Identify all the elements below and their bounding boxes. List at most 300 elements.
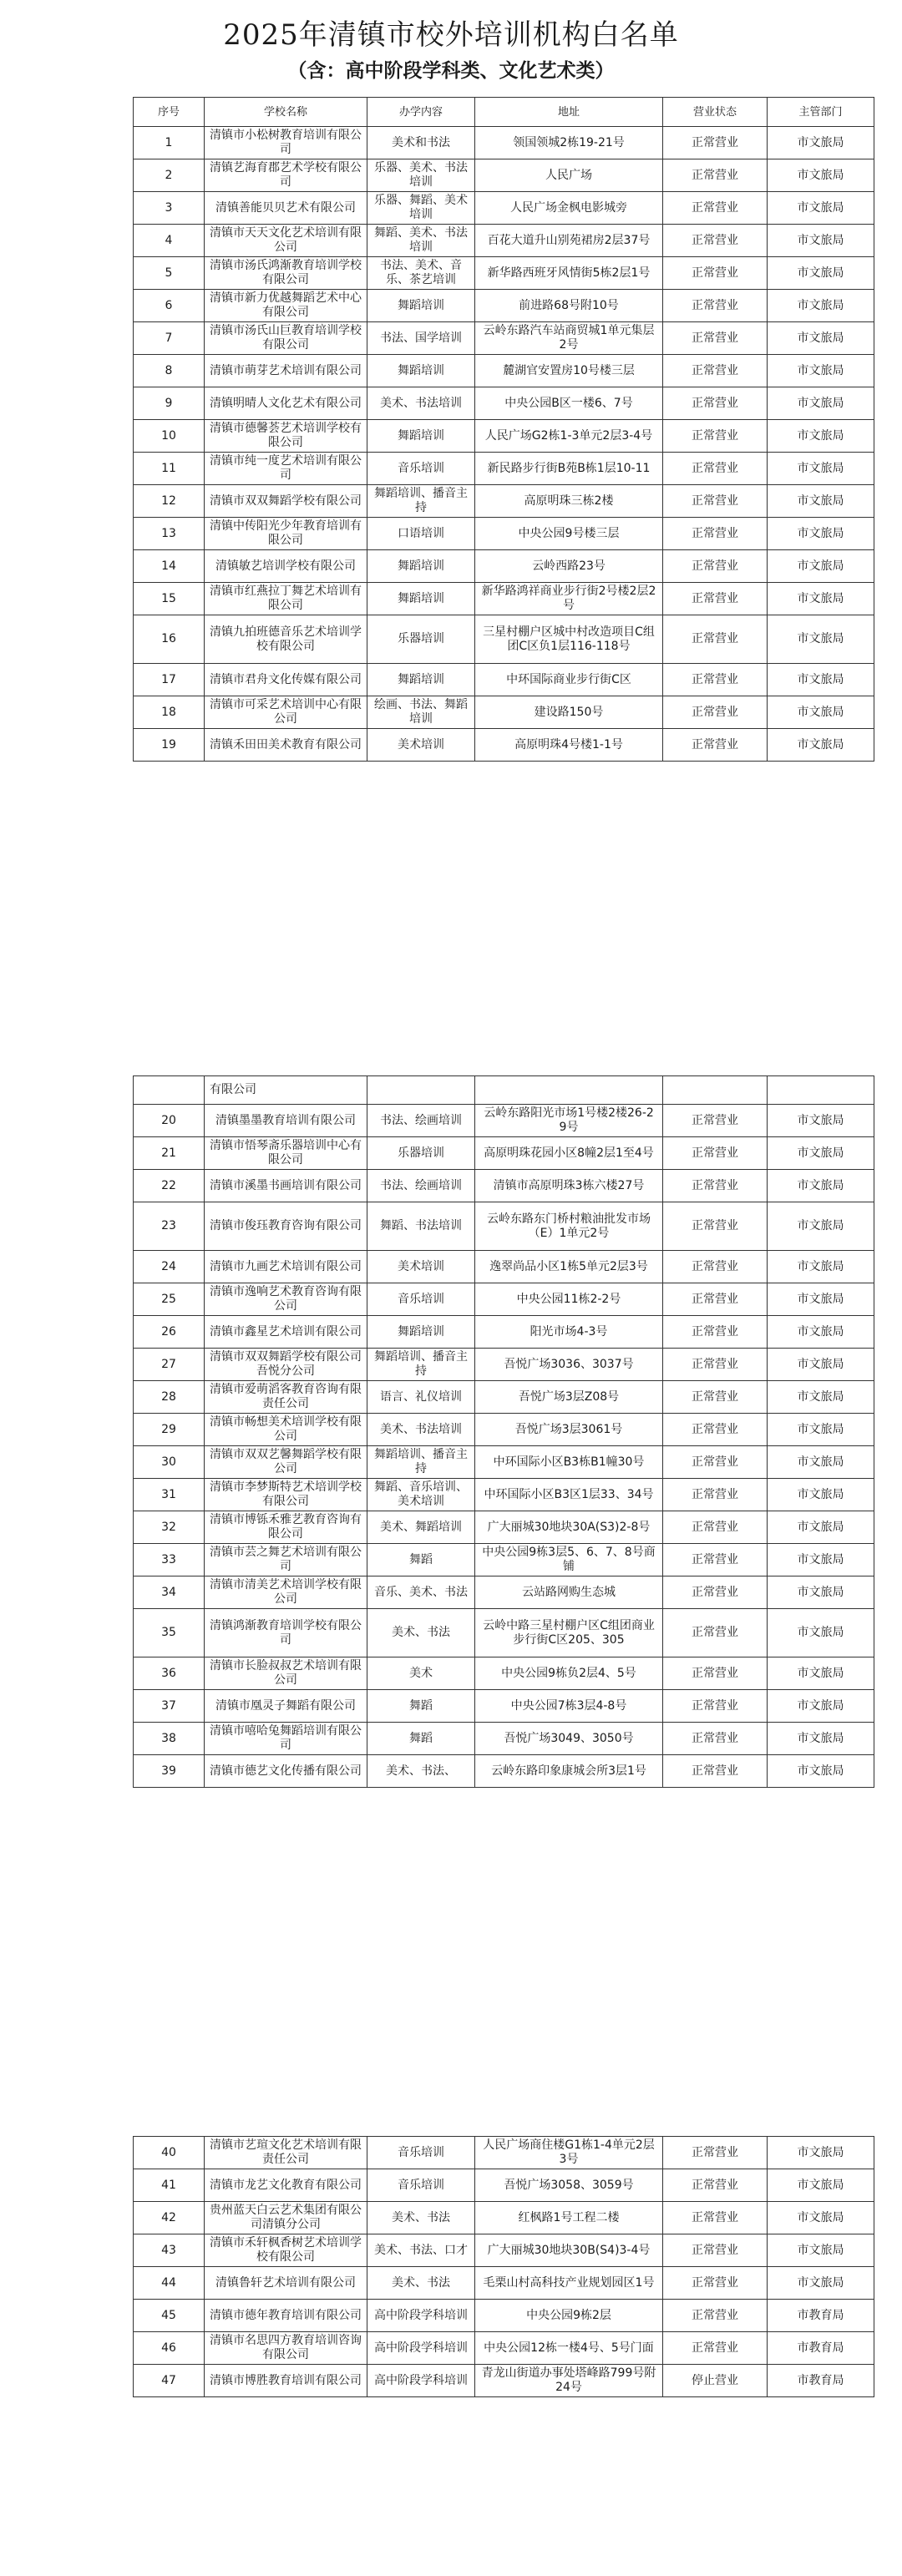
cell-school-name: 清镇市芸之舞艺术培训有限公司 [205,1544,367,1576]
cell-address: 吾悦广场3058、3059号 [475,2169,663,2202]
cell-department: 市文旅局 [768,1349,874,1381]
whitelist-table-part-3 [133,2136,874,2397]
cell-index: 12 [134,485,205,518]
cell-content: 美术和书法 [367,127,475,159]
cell-department: 市教育局 [768,2365,874,2397]
cell-index: 33 [134,1544,205,1576]
cell-school-name: 清镇市艺瑄文化艺术培训有限责任公司 [205,2137,367,2169]
cell-index: 30 [134,1446,205,1479]
cell-department: 市文旅局 [768,1755,874,1788]
cell-status: 正常营业 [663,550,768,583]
cell-status: 正常营业 [663,485,768,518]
table-row [134,2234,874,2267]
cell-status: 正常营业 [663,355,768,387]
cell-department: 市文旅局 [768,615,874,664]
table-row [134,387,874,420]
cell-department: 市文旅局 [768,127,874,159]
table-row [134,420,874,453]
cell-status: 正常营业 [663,1170,768,1202]
cell-department: 市文旅局 [768,1511,874,1544]
cell-index: 24 [134,1251,205,1283]
cell-index: 46 [134,2332,205,2365]
cell-index: 40 [134,2137,205,2169]
header-address: 地址 [475,98,663,127]
cell-department: 市文旅局 [768,696,874,729]
cell-index: 11 [134,453,205,485]
cell-address: 云岭东路印象康城会所3层1号 [475,1755,663,1788]
cell-index: 8 [134,355,205,387]
cell-index: 13 [134,518,205,550]
cell-department: 市文旅局 [768,583,874,615]
cell-status: 正常营业 [663,1690,768,1723]
cell-school-name: 清镇市溪墨书画培训有限公司 [205,1170,367,1202]
cell-content: 乐器、舞蹈、美术培训 [367,192,475,225]
cell-school-name: 清镇鸿渐教育培训学校有限公司 [205,1609,367,1657]
cell-address: 青龙山街道办事处塔峰路799号附24号 [475,2365,663,2397]
cell-department: 市文旅局 [768,664,874,696]
cell-school-name: 清镇市汤氏山巨教育培训学校有限公司 [205,322,367,355]
table-header-row [134,98,874,127]
table-row [134,1609,874,1657]
cell-school-name: 清镇市德馨荟艺术培训学校有限公司 [205,420,367,453]
cell-content: 语言、礼仪培训 [367,1381,475,1414]
cell-department: 市文旅局 [768,159,874,192]
cell-index: 18 [134,696,205,729]
cell-address: 麓湖官安置房10号楼三层 [475,355,663,387]
cell-index: 41 [134,2169,205,2202]
cell-address: 高原明珠4号楼1-1号 [475,729,663,762]
cell-department: 市文旅局 [768,518,874,550]
cell-index: 20 [134,1105,205,1137]
cell-status: 正常营业 [663,127,768,159]
cell-status: 正常营业 [663,1251,768,1283]
cell-content: 舞蹈培训 [367,583,475,615]
page-subtitle: （含：高中阶段学科类、文化艺术类） [287,60,615,82]
cell-address: 新华路西班牙风情街5栋2层1号 [475,257,663,290]
cell-index: 26 [134,1316,205,1349]
table-row [134,1657,874,1690]
cell-index: 22 [134,1170,205,1202]
cell-school-name: 清镇市嘻哈兔舞蹈培训有限公司 [205,1723,367,1755]
cell-status: 正常营业 [663,1723,768,1755]
cell-address: 人民广场 [475,159,663,192]
whitelist-table-part-2 [133,1075,874,1788]
table-row [134,1576,874,1609]
cell-index: 16 [134,615,205,664]
cell-status: 正常营业 [663,664,768,696]
cell-address: 百花大道升山别苑裙房2层37号 [475,225,663,257]
header-content: 办学内容 [367,98,475,127]
cell-school-name: 清镇艺海育郡艺术学校有限公司 [205,159,367,192]
cell-status: 正常营业 [663,290,768,322]
cell-content: 美术、书法、口才 [367,2234,475,2267]
cell-status: 正常营业 [663,1755,768,1788]
cell-school-name: 清镇市天天文化艺术培训有限公司 [205,225,367,257]
cell-status: 正常营业 [663,159,768,192]
table-row [134,1349,874,1381]
cell-status: 正常营业 [663,1576,768,1609]
cell-department: 市文旅局 [768,322,874,355]
cell-school-name: 清镇市名思四方教育培训咨询有限公司 [205,2332,367,2365]
table-row [134,290,874,322]
table-row [134,2300,874,2332]
table-row [134,518,874,550]
cell-index: 29 [134,1414,205,1446]
header-department: 主管部门 [768,98,874,127]
table-row [134,1381,874,1414]
cell-content: 美术、书法培训 [367,387,475,420]
table-row [134,485,874,518]
cell-school-name: 清镇市鑫星艺术培训有限公司 [205,1316,367,1349]
table-row [134,159,874,192]
cell-name-continuation: 有限公司 [205,1076,367,1105]
cell-department: 市教育局 [768,2332,874,2365]
cell-index: 14 [134,550,205,583]
cell-index: 19 [134,729,205,762]
cell-address: 广大丽城30地块30B(S4)3-4号 [475,2234,663,2267]
cell-content: 乐器培训 [367,1137,475,1170]
cell-index: 47 [134,2365,205,2397]
cell-school-name: 清镇中传阳光少年教育培训有限公司 [205,518,367,550]
cell-content: 舞蹈、音乐培训、美术培训 [367,1479,475,1511]
cell-content: 美术 [367,1657,475,1690]
table-row [134,1316,874,1349]
cell-address: 中央公园9栋负2层4、5号 [475,1657,663,1690]
cell-school-name: 清镇市清美艺术培训学校有限公司 [205,1576,367,1609]
cell-status: 正常营业 [663,696,768,729]
table-row [134,1105,874,1137]
cell-index: 34 [134,1576,205,1609]
cell-address: 建设路150号 [475,696,663,729]
table-row [134,1544,874,1576]
cell-index: 31 [134,1479,205,1511]
cell-address: 人民广场金枫电影城旁 [475,192,663,225]
cell-address: 吾悦广场3036、3037号 [475,1349,663,1381]
cell-school-name: 贵州蓝天白云艺术集团有限公司清镇分公司 [205,2202,367,2234]
cell-status: 正常营业 [663,1609,768,1657]
table-row [134,355,874,387]
cell-address: 云岭东路汽车站商贸城1单元集层2号 [475,322,663,355]
table-row [134,1755,874,1788]
cell-index: 17 [134,664,205,696]
cell-department: 市文旅局 [768,1316,874,1349]
cell-status: 正常营业 [663,1479,768,1511]
cell-department: 市文旅局 [768,1690,874,1723]
cell-status: 正常营业 [663,1283,768,1316]
cell-address: 新民路步行街B苑B栋1层10-11 [475,453,663,485]
cell-school-name: 清镇墨墨教育培训有限公司 [205,1105,367,1137]
cell-school-name: 清镇市畅想美术培训学校有限公司 [205,1414,367,1446]
cell-address: 广大丽城30地块30A(S3)2-8号 [475,1511,663,1544]
cell-status: 正常营业 [663,2234,768,2267]
cell-status: 正常营业 [663,453,768,485]
table-row [134,2202,874,2234]
cell-department: 市文旅局 [768,1657,874,1690]
cell-index: 25 [134,1283,205,1316]
table-row [134,1137,874,1170]
cell-address: 中央公园9栋2层 [475,2300,663,2332]
cell-department: 市文旅局 [768,225,874,257]
cell-index: 36 [134,1657,205,1690]
cell-address: 人民广场商住楼G1栋1-4单元2层3号 [475,2137,663,2169]
cell-department: 市文旅局 [768,420,874,453]
cell-status: 正常营业 [663,1414,768,1446]
cell-address: 领国领城2栋19-21号 [475,127,663,159]
table-row [134,1202,874,1251]
cell-status: 正常营业 [663,2169,768,2202]
cell-department: 市文旅局 [768,2234,874,2267]
table-row [134,615,874,664]
table-row-continuation [134,1076,874,1105]
cell-school-name: 清镇市逸响艺术教育咨询有限公司 [205,1283,367,1316]
cell-address: 中央公园12栋一楼4号、5号门面 [475,2332,663,2365]
table-row [134,322,874,355]
table-row [134,1251,874,1283]
table-row [134,2169,874,2202]
cell-content: 绘画、书法、舞蹈培训 [367,696,475,729]
cell-index: 23 [134,1202,205,1251]
cell-content: 音乐培训 [367,453,475,485]
cell-address: 云岭西路23号 [475,550,663,583]
cell-address: 中央公园7栋3层4-8号 [475,1690,663,1723]
cell-address: 吾悦广场3049、3050号 [475,1723,663,1755]
table-row [134,1170,874,1202]
cell-address: 云岭东路阳光市场1号楼2楼26-29号 [475,1105,663,1137]
cell-school-name: 清镇禾田田美术教育有限公司 [205,729,367,762]
cell-content: 舞蹈培训、播音主持 [367,485,475,518]
cell-address: 前进路68号附10号 [475,290,663,322]
cell-index: 35 [134,1609,205,1657]
cell-school-name: 清镇市新力优越舞蹈艺术中心有限公司 [205,290,367,322]
cell-school-name: 清镇市双双舞蹈学校有限公司 [205,485,367,518]
cell-school-name: 清镇市博铄禾雅艺教育咨询有限公司 [205,1511,367,1544]
cell-content: 高中阶段学科培训 [367,2300,475,2332]
cell-status: 正常营业 [663,2332,768,2365]
cell-department: 市文旅局 [768,1251,874,1283]
cell-index: 4 [134,225,205,257]
table-row [134,225,874,257]
cell-department: 市文旅局 [768,355,874,387]
cell-school-name: 清镇善能贝贝艺术有限公司 [205,192,367,225]
cell-content: 乐器培训 [367,615,475,664]
cell-status: 正常营业 [663,387,768,420]
cell-content: 音乐、美术、书法 [367,1576,475,1609]
cell-school-name: 清镇市双双艺馨舞蹈学校有限公司 [205,1446,367,1479]
cell-status: 正常营业 [663,1511,768,1544]
cell-school-name: 清镇市双双舞蹈学校有限公司吾悦分公司 [205,1349,367,1381]
cell-address: 中环国际商业步行街C区 [475,664,663,696]
table-row [134,257,874,290]
cell-department: 市文旅局 [768,2137,874,2169]
cell-status: 正常营业 [663,2137,768,2169]
cell-department: 市文旅局 [768,1381,874,1414]
cell-address: 阳光市场4-3号 [475,1316,663,1349]
cell-school-name: 清镇市凰灵子舞蹈有限公司 [205,1690,367,1723]
cell-department: 市文旅局 [768,387,874,420]
cell-index: 15 [134,583,205,615]
cell-address: 中央公园B区一楼6、7号 [475,387,663,420]
cell-address: 红枫路1号工程二楼 [475,2202,663,2234]
cell-status: 正常营业 [663,322,768,355]
cell-content: 美术、书法、 [367,1755,475,1788]
cell-department: 市文旅局 [768,550,874,583]
table-row [134,192,874,225]
cell-school-name: 清镇市纯一度艺术培训有限公司 [205,453,367,485]
table-row [134,127,874,159]
cell-department: 市文旅局 [768,2169,874,2202]
cell-school-name: 清镇市禾轩枫香树艺术培训学校有限公司 [205,2234,367,2267]
cell-address: 中环国际小区B3栋B1幢30号 [475,1446,663,1479]
cell-school-name: 清镇市汤氏鸿渐教育培训学校有限公司 [205,257,367,290]
cell-content: 口语培训 [367,518,475,550]
cell-address: 吾悦广场3层3061号 [475,1414,663,1446]
cell-department: 市文旅局 [768,1544,874,1576]
cell-address: 云岭中路三星村棚户区C组团商业步行街C区205、305 [475,1609,663,1657]
cell-school-name: 清镇市博胜教育培训有限公司 [205,2365,367,2397]
cell-school-name: 清镇市悟琴斋乐器培训中心有限公司 [205,1137,367,1170]
cell-index: 6 [134,290,205,322]
cell-content: 舞蹈培训 [367,664,475,696]
cell-content: 高中阶段学科培训 [367,2332,475,2365]
cell-address: 三星村棚户区城中村改造项目C组团C区负1层116-118号 [475,615,663,664]
cell-department: 市文旅局 [768,2202,874,2234]
table-row [134,550,874,583]
cell-address: 人民广场G2栋1-3单元2层3-4号 [475,420,663,453]
cell-index: 38 [134,1723,205,1755]
page-title: 2025年清镇市校外培训机构白名单 [223,18,679,52]
cell-address: 逸翠尚品小区1栋5单元2层3号 [475,1251,663,1283]
cell-status: 正常营业 [663,1202,768,1251]
cell-department: 市文旅局 [768,1105,874,1137]
cell-department: 市文旅局 [768,485,874,518]
table-row [134,729,874,762]
cell-address: 中央公园9号楼三层 [475,518,663,550]
cell-status: 正常营业 [663,1446,768,1479]
cell-department: 市文旅局 [768,290,874,322]
cell-index: 39 [134,1755,205,1788]
cell-index: 21 [134,1137,205,1170]
cell-status: 正常营业 [663,2300,768,2332]
cell-department: 市文旅局 [768,1414,874,1446]
cell-school-name: 清镇市长脸叔叔艺术培训有限公司 [205,1657,367,1690]
cell-school-name: 清镇市可采艺术培训中心有限公司 [205,696,367,729]
cell-content: 音乐培训 [367,2137,475,2169]
cell-content: 舞蹈培训 [367,550,475,583]
cell-school-name: 清镇市萌芽艺术培训有限公司 [205,355,367,387]
cell-status: 正常营业 [663,1105,768,1137]
cell-index: 45 [134,2300,205,2332]
cell-school-name: 清镇市俊珏教育咨询有限公司 [205,1202,367,1251]
cell-content: 美术培训 [367,729,475,762]
cell-status: 正常营业 [663,420,768,453]
cell-address: 中央公园11栋2-2号 [475,1283,663,1316]
cell-address: 清镇市高原明珠3栋六楼27号 [475,1170,663,1202]
cell-index: 37 [134,1690,205,1723]
cell-status: 正常营业 [663,1316,768,1349]
cell-department: 市文旅局 [768,1202,874,1251]
cell-status: 正常营业 [663,1657,768,1690]
cell-content: 舞蹈培训、播音主持 [367,1446,475,1479]
cell-index: 3 [134,192,205,225]
cell-content: 舞蹈、美术、书法培训 [367,225,475,257]
cell-address: 高原明珠花园小区8幢2层1至4号 [475,1137,663,1170]
cell-status: 正常营业 [663,729,768,762]
cell-content: 舞蹈 [367,1723,475,1755]
table-row [134,1723,874,1755]
cell-department: 市文旅局 [768,1479,874,1511]
cell-content: 舞蹈 [367,1690,475,1723]
cell-school-name: 清镇市红燕拉丁舞艺术培训有限公司 [205,583,367,615]
whitelist-table-part-1 [133,97,874,762]
cell-content: 书法、绘画培训 [367,1105,475,1137]
cell-address: 新华路鸿祥商业步行街2号楼2层2号 [475,583,663,615]
cell-department: 市文旅局 [768,192,874,225]
cell-content: 书法、国学培训 [367,322,475,355]
cell-status: 正常营业 [663,2267,768,2300]
cell-status: 正常营业 [663,1137,768,1170]
table-row [134,2365,874,2397]
cell-school-name: 清镇市龙艺文化教育有限公司 [205,2169,367,2202]
table-row [134,2267,874,2300]
cell-content: 舞蹈培训 [367,290,475,322]
cell-content: 书法、美术、音乐、茶艺培训 [367,257,475,290]
table-row [134,1446,874,1479]
cell-address: 吾悦广场3层Z08号 [475,1381,663,1414]
table-row [134,2332,874,2365]
cell-status: 正常营业 [663,583,768,615]
cell-status: 正常营业 [663,518,768,550]
cell-school-name: 清镇市德艺文化传播有限公司 [205,1755,367,1788]
table-row [134,696,874,729]
table-row [134,1283,874,1316]
cell-status: 正常营业 [663,225,768,257]
cell-content: 舞蹈培训 [367,355,475,387]
cell-content: 乐器、美术、书法培训 [367,159,475,192]
cell-content: 书法、绘画培训 [367,1170,475,1202]
cell-content: 美术、书法 [367,1609,475,1657]
cell-content: 舞蹈培训、播音主持 [367,1349,475,1381]
cell-status: 正常营业 [663,615,768,664]
cell-department: 市文旅局 [768,729,874,762]
cell-school-name: 清镇市爱萌滔客教育咨询有限责任公司 [205,1381,367,1414]
cell-address: 中央公园9栋3层5、6、7、8号商铺 [475,1544,663,1576]
cell-content: 美术培训 [367,1251,475,1283]
cell-content: 美术、书法 [367,2267,475,2300]
cell-index: 27 [134,1349,205,1381]
cell-department: 市文旅局 [768,257,874,290]
cell-address: 高原明珠三栋2楼 [475,485,663,518]
header-index: 序号 [134,98,205,127]
cell-school-name: 清镇市李梦斯特艺术培训学校有限公司 [205,1479,367,1511]
cell-school-name: 清镇市君舟文化传媒有限公司 [205,664,367,696]
table-row [134,1414,874,1446]
cell-address: 中环国际小区B3区1层33、34号 [475,1479,663,1511]
table-row [134,1511,874,1544]
cell-index: 2 [134,159,205,192]
table-row [134,664,874,696]
cell-department: 市文旅局 [768,1609,874,1657]
table-row [134,453,874,485]
table-row [134,1690,874,1723]
cell-department: 市教育局 [768,2300,874,2332]
cell-index: 10 [134,420,205,453]
cell-department: 市文旅局 [768,1723,874,1755]
cell-content: 美术、书法培训 [367,1414,475,1446]
cell-status: 正常营业 [663,1544,768,1576]
cell-content: 音乐培训 [367,2169,475,2202]
cell-school-name: 清镇市德年教育培训有限公司 [205,2300,367,2332]
cell-index: 43 [134,2234,205,2267]
